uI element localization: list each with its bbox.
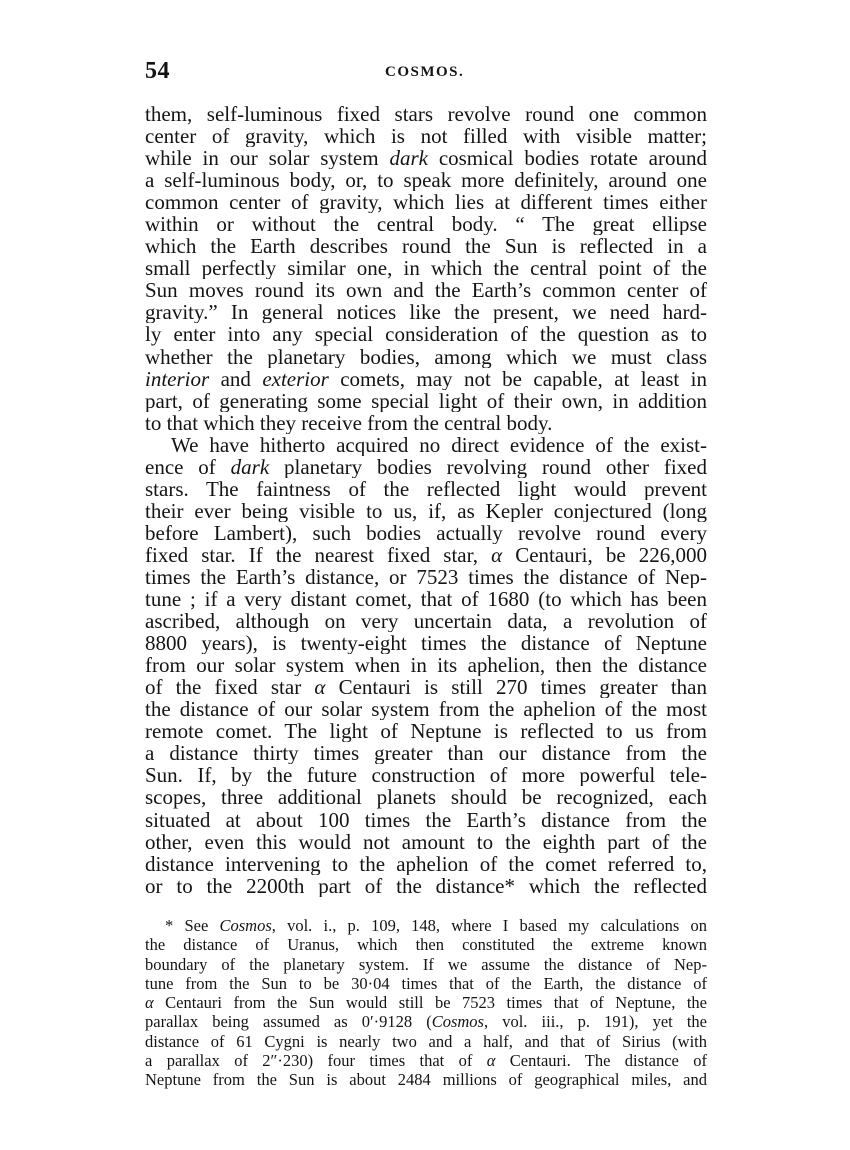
page-number: 54 <box>145 58 170 84</box>
footnote-line: the distance of Uranus, which then constituted the extreme known <box>145 935 707 955</box>
running-title: COSMOS. <box>385 64 465 80</box>
body-line: remote comet. The light of Neptune is reflected to us from <box>145 720 707 743</box>
body-line: Sun. If, by the future construction of more powerful tele- <box>145 764 707 787</box>
footnote-line: α Centauri from the Sun would still be 7523 times that of Neptune, the <box>145 993 707 1013</box>
footnote-line: distance of 61 Cygni is nearly two and a half, and that of Sirius (with <box>145 1031 707 1051</box>
footnote-line: boundary of the planetary system. If we assume the distance of Nep- <box>145 954 707 974</box>
body-line: within or without the central body. “ The great ellipse <box>145 213 707 236</box>
body-line: ascribed, although on very uncertain data, a revolution of <box>145 610 707 633</box>
body-line: before Lambert), such bodies actually revolve round every <box>145 521 707 544</box>
body-line: the distance of our solar system from the aphelion of the most <box>145 698 707 721</box>
body-line: fixed star. If the nearest fixed star, α Centauri, be 226,000 <box>145 543 707 566</box>
body-line: 8800 years), is twenty-eight times the distance of Neptune <box>145 632 707 655</box>
body-line: other, even this would not amount to the eighth part of the <box>145 830 707 853</box>
body-line: a self-luminous body, or, to speak more definitely, around one <box>145 169 707 192</box>
body-line: gravity.” In general notices like the present, we need hard- <box>145 301 707 324</box>
body-line: Sun moves round its own and the Earth’s common center of <box>145 279 707 302</box>
body-line: situated at about 100 times the Earth’s distance from the <box>145 808 707 831</box>
body-line: a distance thirty times greater than our distance from the <box>145 742 707 765</box>
body-line: interior and exterior comets, may not be capable, at least in <box>145 367 707 390</box>
body-line: of the fixed star α Centauri is still 270 times greater than <box>145 676 707 699</box>
body-line: ly enter into any special consideration of the question as to <box>145 323 707 346</box>
body-line: them, self-luminous fixed stars revolve round one common <box>145 103 707 126</box>
running-head <box>145 58 707 88</box>
footnote-line: tune from the Sun to be 30·04 times that of the Earth, the distance of <box>145 973 707 993</box>
body-line: common center of gravity, which lies at different times either <box>145 191 707 214</box>
body-line: times the Earth’s distance, or 7523 times the distance of Nep- <box>145 565 707 589</box>
body-line: their ever being visible to us, if, as Kepler conjectured (long <box>145 499 707 522</box>
footnote-line: parallax being assumed as 0′·9128 (Cosmos, vol. iii., p. 191), yet the <box>145 1012 707 1032</box>
body-line: from our solar system when in its aphelion, then the distance <box>145 654 707 677</box>
body-line: stars. The faintness of the reflected light would prevent <box>145 477 707 500</box>
body-line: while in our solar system dark cosmical bodies rotate around <box>145 147 707 170</box>
body-line: scopes, three additional planets should be recognized, each <box>145 786 707 809</box>
footnote <box>145 916 707 1090</box>
body-line: part, of generating some special light of their own, in addition <box>145 389 707 412</box>
body-text <box>145 103 707 897</box>
footnote-line: a parallax of 2″·230) four times that of α Centauri. The distance of <box>145 1051 707 1071</box>
body-line: or to the 2200th part of the distance* which the reflected <box>145 874 707 897</box>
body-line: ence of dark planetary bodies revolving round other fixed <box>145 455 707 478</box>
body-line: tune ; if a very distant comet, that of 1680 (to which has been <box>145 588 707 611</box>
body-line: small perfectly similar one, in which the central point of the <box>145 257 707 280</box>
footnote-line: Neptune from the Sun is about 2484 millions of geographical miles, and <box>145 1070 707 1090</box>
footnote-line: * See Cosmos, vol. i., p. 109, 148, where I based my calculations on <box>165 916 707 935</box>
body-line: distance intervening to the aphelion of the comet referred to, <box>145 852 707 875</box>
body-line: which the Earth describes round the Sun is reflected in a <box>145 235 707 258</box>
body-line: center of gravity, which is not filled with visible matter; <box>145 125 707 148</box>
body-line: We have hitherto acquired no direct evidence of the exist- <box>171 433 707 456</box>
body-line: whether the planetary bodies, among which we must class <box>145 345 707 368</box>
body-line: to that which they receive from the central body. <box>145 411 553 434</box>
